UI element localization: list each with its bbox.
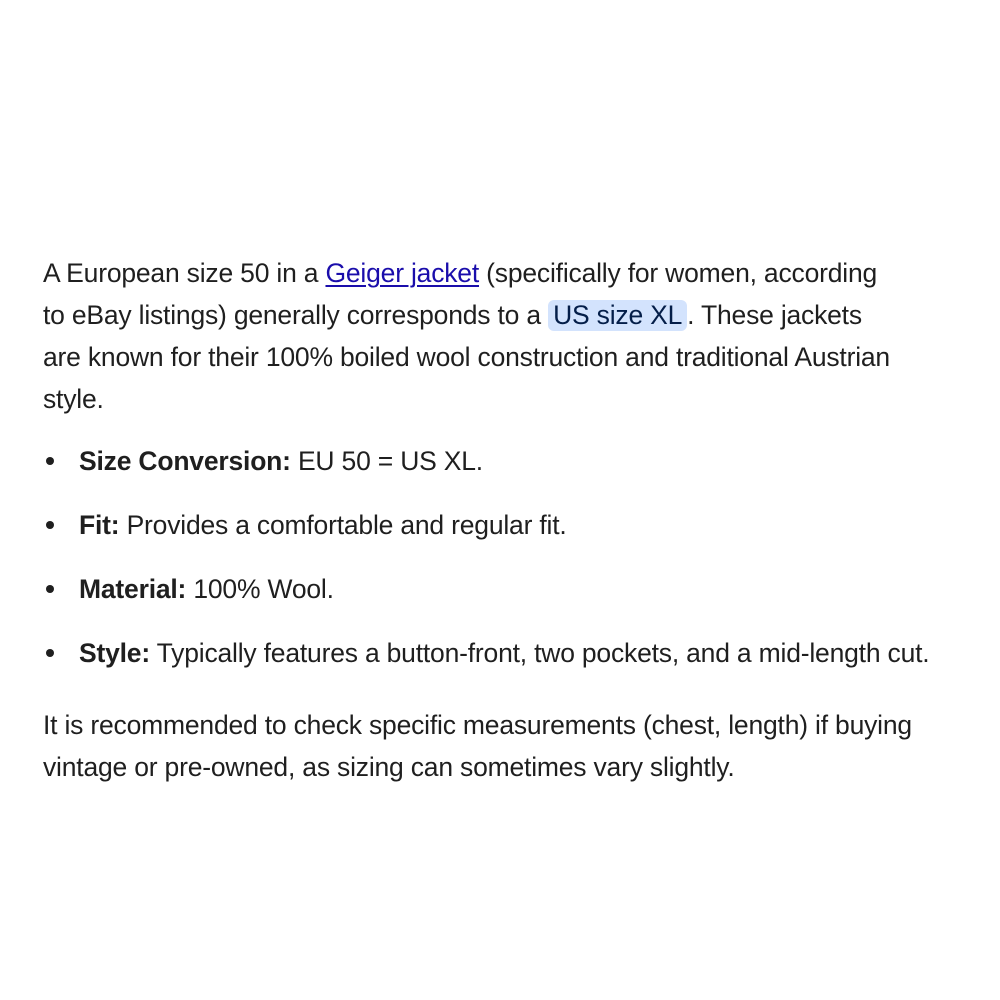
details-list	[43, 440, 993, 674]
bullet-icon	[46, 521, 54, 529]
us-size-xl-highlight[interactable]: US size XL	[548, 300, 687, 331]
bullet-icon	[46, 649, 54, 657]
list-item-material	[43, 568, 984, 610]
list-item-size-conversion	[43, 440, 984, 482]
closing-paragraph: It is recommended to check specific measurements (chest, length) if buying vintage or pre-owned, as sizing can sometimes vary slightly.	[43, 710, 912, 782]
list-item-style	[43, 632, 984, 674]
bullet-icon	[46, 585, 54, 593]
list-item-label: Fit:	[79, 510, 120, 540]
list-item-text: Typically features a button-front, two pockets, and a mid-length cut.	[149, 638, 930, 668]
list-item-fit	[43, 504, 984, 546]
intro-paragraph	[43, 252, 893, 420]
list-item-label: Material:	[79, 574, 187, 604]
bullet-icon	[46, 457, 54, 465]
list-item-label: Size Conversion:	[79, 446, 291, 476]
geiger-jacket-link[interactable]: Geiger jacket	[325, 258, 480, 288]
list-item-label: Style:	[79, 638, 150, 668]
ai-answer	[43, 252, 993, 788]
intro-text-2: (specifically for women, according to eBay listings) generally corresponds to a	[43, 258, 878, 330]
list-item-text: EU 50 = US XL.	[290, 446, 483, 476]
list-item-text: 100% Wool.	[186, 574, 334, 604]
list-item-text: Provides a comfortable and regular fit.	[119, 510, 567, 540]
intro-text-1: A European size 50 in a	[43, 258, 326, 288]
intro-text-3: . These jackets are known for their 100% boiled wool construction and traditional Austrian style.	[43, 300, 890, 414]
